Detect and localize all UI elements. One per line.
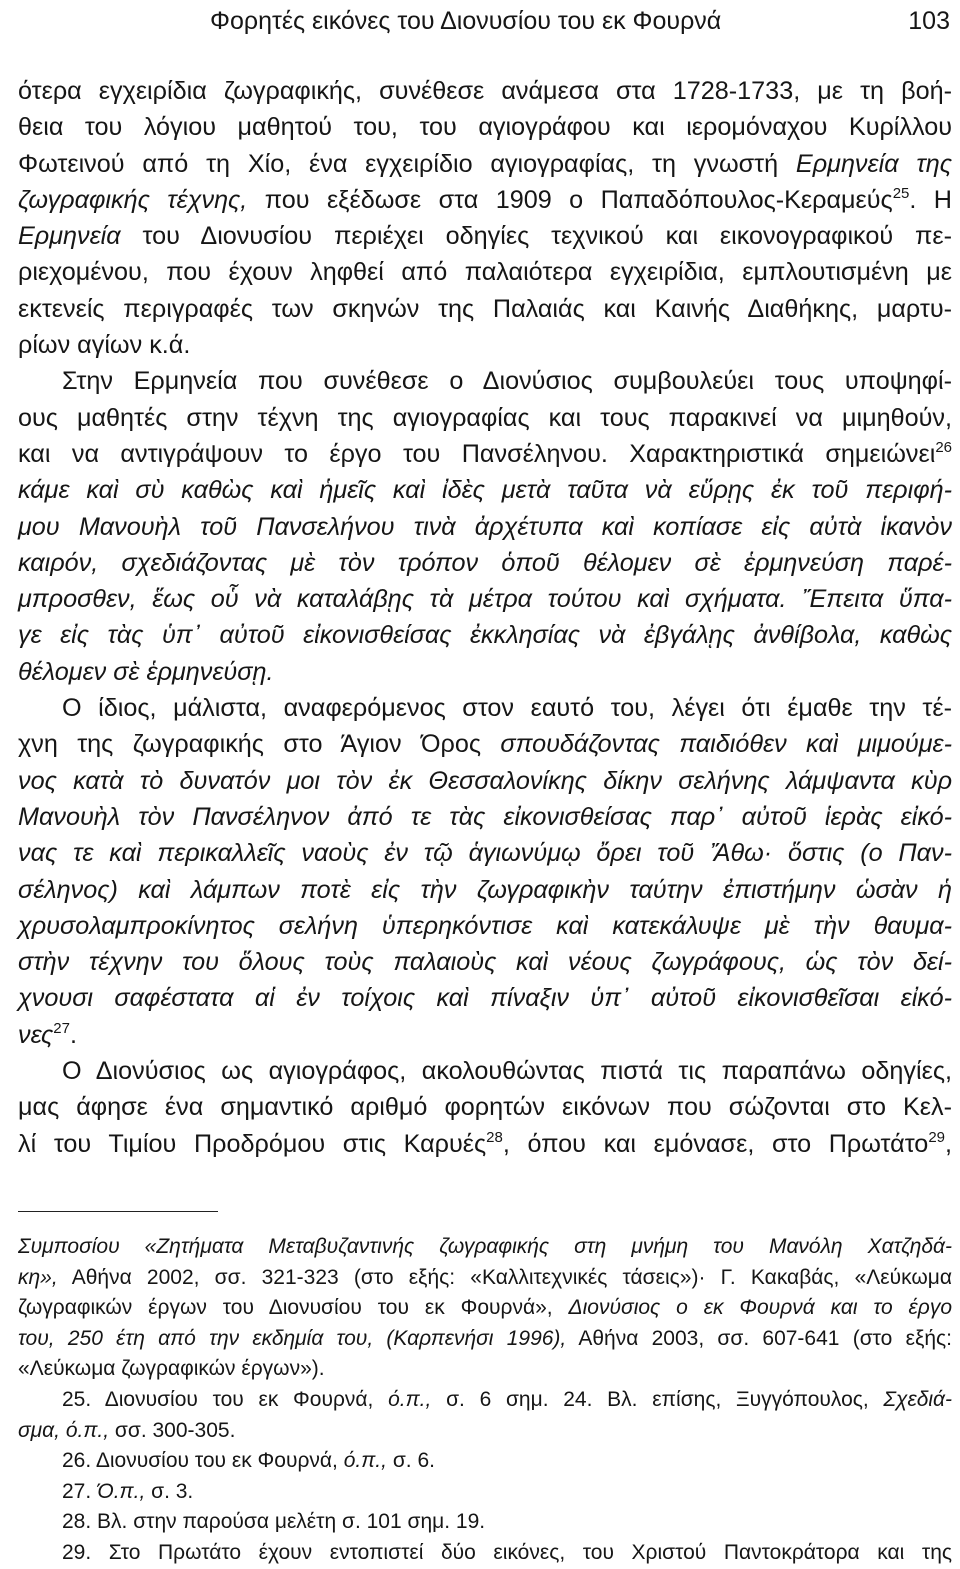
italic-text: νος κατὰ τὸ δυνατόν μοι τὸν ἐκ Θεσσαλονίκης δίκην σελήνης λάμψαντα κὺρ <box>18 766 952 795</box>
body-line <box>18 146 952 182</box>
text-run: 25. Διονυσίου του εκ Φουρνά, <box>62 1387 389 1411</box>
italic-text: Μανουὴλ τὸν Πανσέληνον ἀπό τε τὰς εἰκονισθείσας παρ᾽ αὐτοῦ ἱερὰς εἰκό- <box>18 802 952 831</box>
italic-text: Ερμηνεία της <box>795 149 952 178</box>
body-line <box>18 799 952 835</box>
text-run: χνη της ζωγραφικής στο Άγιον Όρος <box>18 730 501 759</box>
running-title: Φορητές εικόνες του Διονυσίου του εκ Φουρνά <box>210 7 722 35</box>
body-line <box>18 1017 952 1053</box>
footnote-line <box>18 1263 952 1294</box>
main-text <box>18 73 952 1162</box>
footnote-line <box>18 1354 952 1385</box>
footnote-line <box>18 1416 952 1447</box>
footnote-line <box>18 1324 952 1355</box>
footnote-ref: 26 <box>935 438 952 456</box>
text-run: λί του Τιμίου Προδρόμου στις Καρυές <box>18 1129 487 1158</box>
italic-text: μου Μανουὴλ τοῦ Πανσελήνου τινὰ ἀρχέτυπα καὶ κοπίασε εἰς αὐτὰ ἱκανὸν <box>18 512 952 541</box>
text-run: , όπου και εμόνασε, στο Πρωτάτο <box>502 1129 929 1158</box>
body-line <box>18 835 952 871</box>
text-run: Στην Ερμηνεία που συνέθεσε ο Διονύσιος συμβουλεύει τους υποψηφί- <box>62 367 952 396</box>
text-run: θεια του λόγιου μαθητού του, του αγιογράφου και ιερομόναχου Κυρίλλου <box>18 113 952 142</box>
italic-text: Συμποσίου «Ζητήματα Μεταβυζαντινής ζωγραφικής στη μνήμη του Μανόλη Χατζηδά- <box>18 1235 952 1258</box>
running-header <box>210 4 950 38</box>
text-run: 26. Διονυσίου του εκ Φουρνά, <box>62 1449 344 1473</box>
footnote-line <box>18 1232 952 1263</box>
body-line <box>18 327 952 363</box>
text-run: . <box>69 1020 77 1049</box>
body-line <box>18 872 952 908</box>
body-line <box>18 908 952 944</box>
italic-text: μπροσθεν, ἕως οὗ νὰ καταλάβῃς τὰ μέτρα τούτου καὶ σχήματα. Ἔπειτα ὕπα- <box>18 585 952 614</box>
text-run: 27. <box>62 1479 98 1503</box>
text-run: σ. 6. <box>386 1449 435 1473</box>
body-line <box>18 363 952 399</box>
footnote-ref: 25 <box>892 184 910 202</box>
italic-text: σπουδάζοντας παιδιόθεν καὶ μιμούμε- <box>500 730 952 759</box>
italic-text: Ερμηνεία <box>18 222 121 251</box>
italic-text: του, 250 έτη από την εκδημία του, (Καρπενήσι 1996), <box>18 1326 567 1350</box>
body-line <box>18 545 952 581</box>
text-run: 29. Στο Πρωτάτο έχουν εντοπιστεί δύο εικόνες, του Χριστού Παντοκράτορα και της <box>62 1540 952 1564</box>
body-line <box>18 763 952 799</box>
footnotes <box>18 1232 952 1569</box>
body-line <box>18 218 952 254</box>
page-number: 103 <box>908 7 950 35</box>
text-run: . Η <box>909 185 952 214</box>
body-line <box>18 1089 952 1125</box>
italic-text: σμα, ό.π., <box>18 1418 110 1442</box>
text-run: εκτενείς περιγραφές των σκηνών της Παλαιάς και Καινής Διαθήκης, μαρτυ- <box>18 294 952 323</box>
text-run: του Διονυσίου περιέχει οδηγίες τεχνικού και εικονογραφικού πε- <box>120 222 952 251</box>
italic-text: χρυσολαμπροκίνητος σελήνη ὑπερηκόντισε καὶ κατεκάλυψε μὲ τὴν θαυμα- <box>18 911 952 940</box>
italic-text: θέλομεν σὲ ἑρμηνεύσῃ. <box>18 657 274 686</box>
text-run: σσ. 300-305. <box>109 1418 236 1442</box>
text-run: 28. Βλ. στην παρούσα μελέτη σ. 101 σημ. 19. <box>62 1510 486 1534</box>
body-line <box>18 509 952 545</box>
text-run: Ο Διονύσιος ως αγιογράφος, ακολουθώντας πιστά τις παραπάνω οδηγίες, <box>62 1057 952 1086</box>
italic-text: καιρόν, σχεδιάζοντας μὲ τὸν τρόπον ὁποῦ θέλομεν σὲ ἑρμηνεύση παρέ- <box>18 548 952 577</box>
body-line <box>18 1053 952 1089</box>
italic-text: Σχεδιά- <box>883 1387 952 1411</box>
italic-text: χνουσι σαφέστατα αἱ ἐν τοίχοις καὶ πίναξιν ὑπ᾽ αὐτοῦ εἰκονισθεῖσαι εἰκό- <box>18 984 952 1013</box>
body-line <box>18 182 952 218</box>
text-run: Αθήνα 2003, σσ. 607-641 (στο εξής: <box>566 1326 952 1350</box>
body-line <box>18 254 952 290</box>
text-run: και να αντιγράψουν το έργο του Πανσέληνου. Χαρακτηριστικά σημειώνει <box>18 439 936 468</box>
text-run: ζωγραφικών έργων του Διονυσίου του εκ Φουρνά», <box>18 1296 569 1320</box>
italic-text: στὴν τέχνην του ὅλους τοὺς παλαιοὺς καὶ νέους ζωγράφους, ὡς τὸν δεί- <box>18 948 952 977</box>
italic-text: γε εἰς τὰς ὑπ᾽ αὐτοῦ εἰκονισθείσας ἐκκλησίας νὰ ἐβγάλῃς ἀνθίβολα, καθὼς <box>18 621 952 650</box>
body-line <box>18 1126 952 1162</box>
italic-text: κάμε καὶ σὺ καθὼς καὶ ἡμεῖς καὶ ἰδὲς μετὰ ταῦτα νὰ εὕρῃς ἐκ τοῦ περιφή- <box>18 476 952 505</box>
text-run: Αθήνα 2002, σσ. 321-323 (στο εξής: «Καλλιτεχνικές τάσεις»)· Γ. Κακαβάς, «Λεύκωμα <box>57 1265 952 1289</box>
body-line <box>18 291 952 327</box>
text-run: ρίων αγίων κ.ά. <box>18 331 191 360</box>
body-line <box>18 73 952 109</box>
body-line <box>18 726 952 762</box>
footnote-line <box>18 1538 952 1569</box>
italic-text: ζωγραφικής τέχνης, <box>18 185 248 214</box>
footnote-ref: 29 <box>928 1128 946 1146</box>
text-run: ους μαθητές στην τέχνη της αγιογραφίας και τους παρακινεί να μιμηθούν, <box>18 403 952 432</box>
body-line <box>18 944 952 980</box>
body-line <box>18 690 952 726</box>
body-line <box>18 654 952 690</box>
text-run: , <box>945 1129 953 1158</box>
footnote-line <box>18 1385 952 1416</box>
body-line <box>18 980 952 1016</box>
italic-text: Ό.π., <box>97 1479 146 1503</box>
text-run: ριεχομένου, που έχουν ληφθεί από παλαιότερα εγχειρίδια, εμπλουτισμένη με <box>18 258 952 287</box>
text-run: «Λεύκωμα ζωγραφικών έργων»). <box>18 1357 325 1381</box>
body-line <box>18 436 952 472</box>
body-line <box>18 109 952 145</box>
italic-text: Διονύσιος ο εκ Φουρνά και το έργο <box>568 1296 952 1320</box>
text-run: που εξέδωσε στα 1909 ο Παπαδόπουλος-Κεραμεύς <box>247 185 893 214</box>
footnote-line <box>18 1446 952 1477</box>
footnote-line <box>18 1293 952 1324</box>
text-run: σ. 3. <box>145 1479 194 1503</box>
text-run: Ο ίδιος, μάλιστα, αναφερόμενος στον εαυτό του, λέγει ότι έμαθε την τέ- <box>62 694 952 723</box>
body-line <box>18 400 952 436</box>
italic-text: κη», <box>18 1265 58 1289</box>
footnote-line <box>18 1507 952 1538</box>
body-line <box>18 472 952 508</box>
text-run: μας άφησε ένα σημαντικό αριθμό φορητών εικόνων που σώζονται στο Κελ- <box>18 1093 952 1122</box>
footnote-ref: 27 <box>53 1019 70 1037</box>
italic-text: ό.π., <box>388 1387 432 1411</box>
italic-text: ό.π., <box>343 1449 387 1473</box>
body-line <box>18 581 952 617</box>
text-run: ότερα εγχειρίδια ζωγραφικής, συνέθεσε ανάμεσα στα 1728-1733, με τη βοή- <box>18 77 952 105</box>
italic-text: σέληνος) καὶ λάμπων ποτὲ εἰς τὴν ζωγραφικὴν ταύτην ἐπιστήμην ὡσὰν ἡ <box>18 875 952 904</box>
italic-text: νας τε καὶ περικαλλεῖς ναοὺς ἐν τῷ ἁγιωνύμῳ ὄρει τοῦ Ἄθω· ὅστις (ο Παν- <box>18 839 952 868</box>
footnote-divider <box>18 1211 218 1212</box>
body-line <box>18 617 952 653</box>
italic-text: νες <box>18 1020 54 1049</box>
text-run: σ. 6 σημ. 24. Βλ. επίσης, Ξυγγόπουλος, <box>431 1387 884 1411</box>
footnote-line <box>18 1477 952 1508</box>
text-run: Φωτεινού από τη Χίο, ένα εγχειρίδιο αγιογραφίας, τη γνωστή <box>18 149 796 178</box>
footnote-ref: 28 <box>486 1128 503 1146</box>
